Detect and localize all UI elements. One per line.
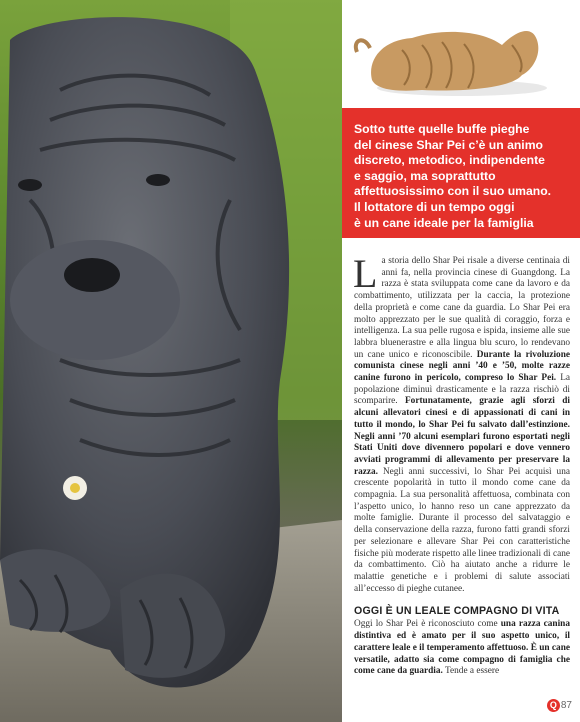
page-number: 87 xyxy=(560,700,572,711)
text-run: Negli anni successivi, lo Shar Pei acquisì una crescente popolarità in tutto il mondo come cane da compagnia. La sua personalità affettuosa, combinata con l’aspetto unico, lo hanno reso un cane apprezzato da molte famiglie. Durante il processo del salvataggio e della conservazione della razza, furono fatti grandi sforzi per selezionare e allevare Shar Pei con caratteristiche fisiche più moderate rispetto alle linee tradizionali di cane da combattimento. Ciò ha aiutato anche a ridurre le malattie genetiche e i problemi di salute associati all’eccesso di pieghe cutanee. xyxy=(354,466,570,594)
headline-line: è un cane ideale per la famiglia xyxy=(354,215,534,230)
headline-line: discreto, metodico, indipendente xyxy=(354,153,545,168)
paragraph-today xyxy=(354,619,570,678)
paragraph-history xyxy=(353,251,571,595)
headline-box xyxy=(342,108,580,238)
text-run: La popolazione diminuì drasticamente e la razza rischiò di scomparire. xyxy=(354,373,571,407)
headline-line: Sotto tutte quelle buffe pieghe xyxy=(354,122,530,136)
text-run: Tende a essere xyxy=(445,666,500,677)
text-run-bold: Fortunatamente, grazie agli sforzi di alcuni allevatori cinesi e di appassionati di cani in tutto il mondo, lo Shar Pei fu salvato dall’estinzione. Negli anni ’70 alcuni esemplari furono esportati negli Stati Uniti dove divennero popolari e dove vennero avviati programmi di allevamento per preservare la razza. xyxy=(354,396,571,477)
drop-cap: L xyxy=(353,251,378,296)
headline-line: affettuosissimo con il suo umano. xyxy=(354,184,552,199)
headline-line: Il lottatore di un tempo oggi xyxy=(354,199,515,214)
article-body xyxy=(353,251,571,678)
text-run-bold: una razza canina distintiva ed è amato per il suo aspetto unico, il carattere leale e il temperamento affettuoso. È un cane versatile, adatto sia come compagno di famiglia che come cane da guardia. xyxy=(354,619,570,677)
text-run: a storia dello Shar Pei risale a diverse centinaia di anni fa, nella provincia cinese di Guangdong. La razza è stata sviluppata come cane da lavoro e da combattimento, utilizzata per la caccia, la protezione della proprietà e come cane da guardia. Lo Shar Pei era molto apprezzato per le sue qualità di coraggio, forza e intelligenza. La sua pelle rugosa e ispida, insieme alle sue labbra bluenerastre e alla lingua blu scuro, lo rendevano un cane unico e riconoscibile. xyxy=(354,256,570,360)
tan-shar-pei-photo xyxy=(342,0,580,108)
text-run: Oggi lo Shar Pei è riconosciuto come xyxy=(354,619,498,630)
page-footer xyxy=(547,699,572,712)
text-run-bold: Durante la rivoluzione comunista cinese negli anni ’40 e ’50, molte razze canine furono in pericolo, compreso lo Shar Pei. xyxy=(354,349,570,384)
section-heading: OGGI È UN LEALE COMPAGNO DI VITA xyxy=(354,605,560,618)
magazine-logo: Q xyxy=(547,699,560,712)
headline-line: del cinese Shar Pei c’è un animo xyxy=(354,137,543,152)
headline-line: e saggio, ma soprattutto xyxy=(354,168,496,183)
